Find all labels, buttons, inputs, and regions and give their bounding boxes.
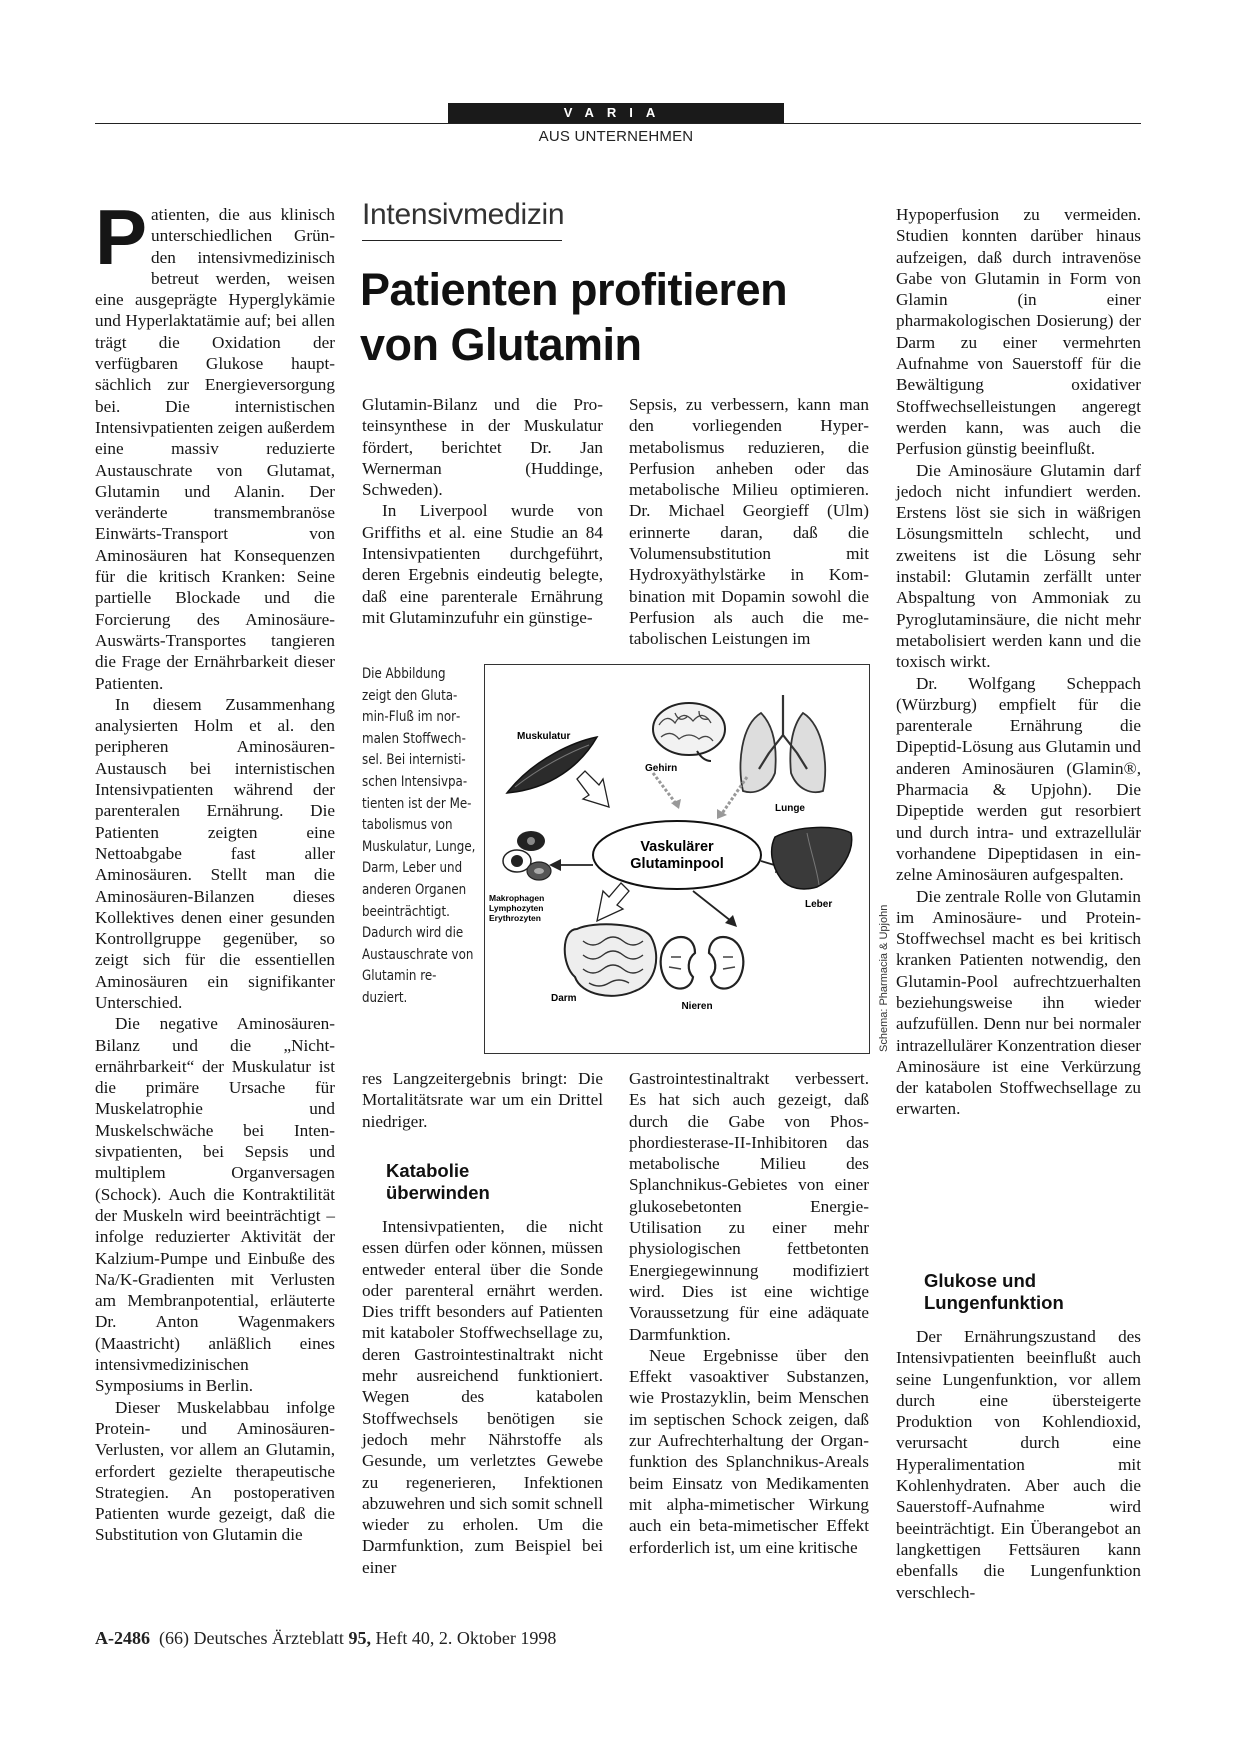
subheading-line: Glukose und — [924, 1270, 1037, 1291]
label-lung: Lunge — [775, 803, 805, 814]
paragraph: Sepsis, zu verbessern, kann man den vorliegenden Hypermetabolismus reduzieren, die Perfusion anheben oder das metabolische Milieu optimieren. Dr. Michael Georgieff (Ulm) erinnerte daran, daß die Volumensubstitution mit Hydroxyäthylstärke in Kombination mit Dopamin sowohl die Perfusion als auch die metabolischen Leistungen im — [629, 395, 869, 649]
label-erythrocytes: Erythrozyten — [489, 913, 541, 923]
paragraph: atienten, die aus klinisch unterschiedlichen Gründen intensivmedizinisch betreut werden, weisen eine ausgeprägte Hyperglykämie und Hyperlaktatämie auf; bei allen trägt die Oxidation der verfügbaren Glukose hauptsächlich zur Energieversorgung bei. Die internistischen Intensivpatienten zeigen außerdem eine massiv reduzierte Austauschrate von Glutamat, Glutamin und Alanin. Der veränderte transmembranöse Einwärts-Transport von Aminosäuren hat Konsequenzen für die kritisch Kranken: Seine partielle Blockade und die Forcierung des Aminosäure-Auswärts-Transportes tangieren die Frage der Ernährbarkeit dieser Patienten. — [95, 205, 335, 693]
paragraph: Die Aminosäure Glutamin darf jedoch nicht infundiert werden. Erstens löst sie sich in wäßrigen Lösungsmitteln schlecht, und zweitens ist die Lösung sehr instabil: Glutamin zerfällt unter Abspaltung von Ammoniak zu Pyroglutaminsäure, die nicht mehr metabolisiert werden kann und die toxisch wirkt. — [896, 460, 1141, 672]
figure-caption: Die Abbildung zeigt den Glutamin-Fluß im normalen Stoffwechsel. Bei internistischen Intensivpatienten ist der Metabolismus von Muskulatur, Lunge, Darm, Leber und anderen Organen beeinträchtigt. Dadurch wird die Austauschrate von Glutamin reduziert. — [362, 666, 476, 1006]
paragraph: Dr. Wolfgang Scheppach (Würzburg) empfielt für die parenterale Ernährung die Dipeptid-Lösung aus Glutamin und anderen Aminosäuren (Glamin®, Pharmacia & Upjohn). Die Dipeptide werden gut resorbiert und durch intra- und extrazellulär vorhandene Dipeptidasen in einzelne Aminosäuren aufgespalten. — [896, 673, 1141, 885]
paragraph: Hypoperfusion zu vermeiden. Studien konnten darüber hinaus aufzeigen, daß durch intravenöse Gabe von Glutamin in Form von Glamin (in einer pharmakologischen Dosierung) der Darm zu einer vermehrten Aufnahme von Sauerstoff für die Bewältigung oxidativer Stoffwechselleistungen angeregt werden kann, was auch die Perfusion günstig beeinflußt. — [896, 205, 1141, 459]
column-3-bottom — [629, 1068, 869, 1558]
label-kidney: Nieren — [681, 1001, 713, 1012]
subheading-line: Lungenfunktion — [924, 1292, 1064, 1313]
subsection-label: AUS UNTERNEHMEN — [538, 128, 694, 145]
issue-date: Heft 40, 2. Oktober 1998 — [375, 1628, 557, 1648]
column-2-bottom-text — [362, 1216, 603, 1578]
label-muscle: Muskulatur — [517, 731, 571, 742]
brain-illustration — [653, 703, 725, 761]
column-3-top — [629, 394, 869, 650]
drop-cap: P — [95, 193, 148, 281]
paragraph: res Langzeitergebnis bringt: Die Mortalitätsrate war um ein Drittel niedriger. — [362, 1069, 603, 1131]
page-number: A-2486 — [95, 1628, 150, 1648]
paragraph: In Liverpool wurde von Griffiths et al. eine Studie an 84 Intensivpatienten durchgeführt, deren Ergebnis eindeutig belegte, daß eine parenterale Ernährung mit Glutaminzufuhr ein günstige- — [362, 501, 603, 627]
volume-number: 95, — [348, 1628, 371, 1648]
article-kicker: Intensivmedizin — [362, 198, 565, 231]
label-lymphocytes: Lymphozyten — [489, 903, 544, 913]
pool-label-line1: Vaskulärer — [640, 839, 714, 855]
column-2-bottom — [362, 1068, 603, 1132]
journal-name: (66) Deutsches Ärzteblatt — [159, 1628, 344, 1648]
paragraph: Die zentrale Rolle von Glutamin im Aminosäure- und Protein-Stoffwechsel macht es bei kritisch kranken Patienten notwendig, den Glutamin-Pool aufrechtzuerhalten beziehungsweise ihn wieder aufzufüllen. Denn nur bei normaler intrazellulärer Konzentration dieser Aminosäure ist eine Verkürzung der katabolen Stoffwechsellage zu erwarten. — [896, 886, 1141, 1119]
immune-cells-illustration — [503, 831, 551, 880]
header-rule — [95, 123, 1141, 124]
paragraph: Intensivpatienten, die nicht essen dürfen oder können, müssen entweder enteral über die Sonde oder parenteral ernährt werden. Dies trifft besonders auf Patienten mit kataboler Stoffwechsellage zu, deren Gastrointestinaltrakt nicht mehr ausreichend funktioniert. Wegen des katabolen Stoffwechsels benötigen sie jedoch mehr Nährstoffe als Gesunde, um verletztes Gewebe zu regenerieren, Infektionen abzuwehren und sich somit schnell wieder zu erholen. Um die Darmfunktion, zum Beispiel bei einer — [362, 1217, 603, 1577]
pool-label-line2: Glutaminpool — [630, 856, 724, 872]
paragraph: Neue Ergebnisse über den Effekt vasoaktiver Substanzen, wie Prostazyklin, beim Menschen im septischen Schock zeigen, daß zur Aufrechterhaltung der Organfunktion des Splanchnikus-Areals beim Einsatz von Medikamenten mit alpha-mimetischer Wirkung auch ein beta-mimetischer Effekt erforderlich ist, um eine kritische — [629, 1345, 869, 1557]
diagram-svg — [485, 665, 869, 1053]
paragraph: Dieser Muskelabbau infolge Protein- und Aminosäuren-Verlusten, vor allem an Glutamin, erfordert gezielte therapeutische Strategien. An postoperativen Patienten wurde gezeigt, daß die Substitution von Glutamin die — [95, 1397, 335, 1545]
label-gut: Darm — [551, 993, 577, 1004]
column-4-bottom — [896, 1326, 1141, 1603]
glutamine-diagram — [484, 664, 870, 1054]
paragraph: Die negative Aminosäuren-Bilanz und die „Nichternährbarkeit“ der Muskulatur ist die primäre Ursache für Muskelatrophie und Muskelschwäche bei Intensivpatienten, bei Sepsis und multiplem Organversagen (Schock). Auch die Kontraktilität der Muskeln wird beeinträchtigt – infolge reduzierter Aktivität der Kalzium-Pumpe und Einbuße des Na/K-Gradienten mit Verlusten am Membranpotential, erläuterte Dr. Anton Wagenmakers (Maastricht) anläßlich eines intensivmedizinischen Symposiums in Berlin. — [95, 1014, 335, 1396]
column-2-top — [362, 394, 603, 628]
lung-illustration — [740, 695, 825, 792]
label-macrophages: Makrophagen — [489, 893, 545, 903]
figure-credit: Schema: Pharmacia & Upjohn — [878, 904, 890, 1052]
label-brain: Gehirn — [645, 763, 678, 774]
subheading-line: Katabolie — [386, 1160, 470, 1181]
glutamine-pool-shape — [593, 821, 761, 889]
paragraph: In diesem Zusammenhang analysierten Holm et al. den peripheren Aminosäuren-Austausch bei internistischen Intensivpatienten während der parenteralen Ernährung. Die Patienten zeigten eine Nettoabgabe fast aller Aminosäuren. Stellt man die Aminosäuren-Bilanzen dieses Kollektives denen einer gesunden Kontrollgruppe gegenüber, so zeigt sich für die essentiellen Aminosäuren ein signifikanter Unterschied. — [95, 694, 335, 1012]
gut-illustration — [565, 924, 656, 995]
liver-illustration — [772, 827, 852, 889]
kidney-illustration — [661, 937, 744, 989]
page-footer — [95, 1628, 556, 1649]
subheading-katabolie — [386, 1160, 606, 1204]
paragraph: Glutamin-Bilanz und die Proteinsynthese in der Muskulatur fördert, berichtet Dr. Jan Wernerman (Huddinge, Schweden). — [362, 395, 603, 500]
subheading-glukose — [924, 1270, 1144, 1314]
subheading-line: überwinden — [386, 1182, 490, 1203]
headline-line: Patienten profitieren — [360, 264, 788, 315]
article-headline — [360, 262, 880, 372]
section-label: VARIA — [448, 103, 784, 123]
paragraph: Gastrointestinaltrakt verbessert. Es hat sich auch gezeigt, daß durch die Gabe von Phosphordiesterase-II-Inhibitoren das metabolische Milieu des Splanchnikus-Gebietes von einer glukosebetonten Energie-Utilisation zu einer mehr physiologischen fettbetonten Energiegewinnung modifiziert wird. Dies ist eine wichtige Voraussetzung für eine adäquate Darmfunktion. — [629, 1069, 869, 1344]
headline-line: von Glutamin — [360, 319, 642, 370]
paragraph: Der Ernährungszustand des Intensivpatienten beeinflußt auch seine Lungenfunktion, vor allem durch eine übersteigerte Produktion von Kohlendioxid, verursacht durch eine Hyperalimentation mit Kohlenhydraten. Aber auch die Sauerstoff-Aufnahme wird beeinträchtigt. Ein Überangebot an langkettigen Fettsäuren kann ebenfalls die Lungenfunktion verschlech- — [896, 1327, 1141, 1602]
label-liver: Leber — [805, 899, 833, 910]
column-4 — [896, 204, 1141, 1120]
column-1 — [95, 193, 335, 1546]
kicker-underline — [362, 240, 562, 241]
